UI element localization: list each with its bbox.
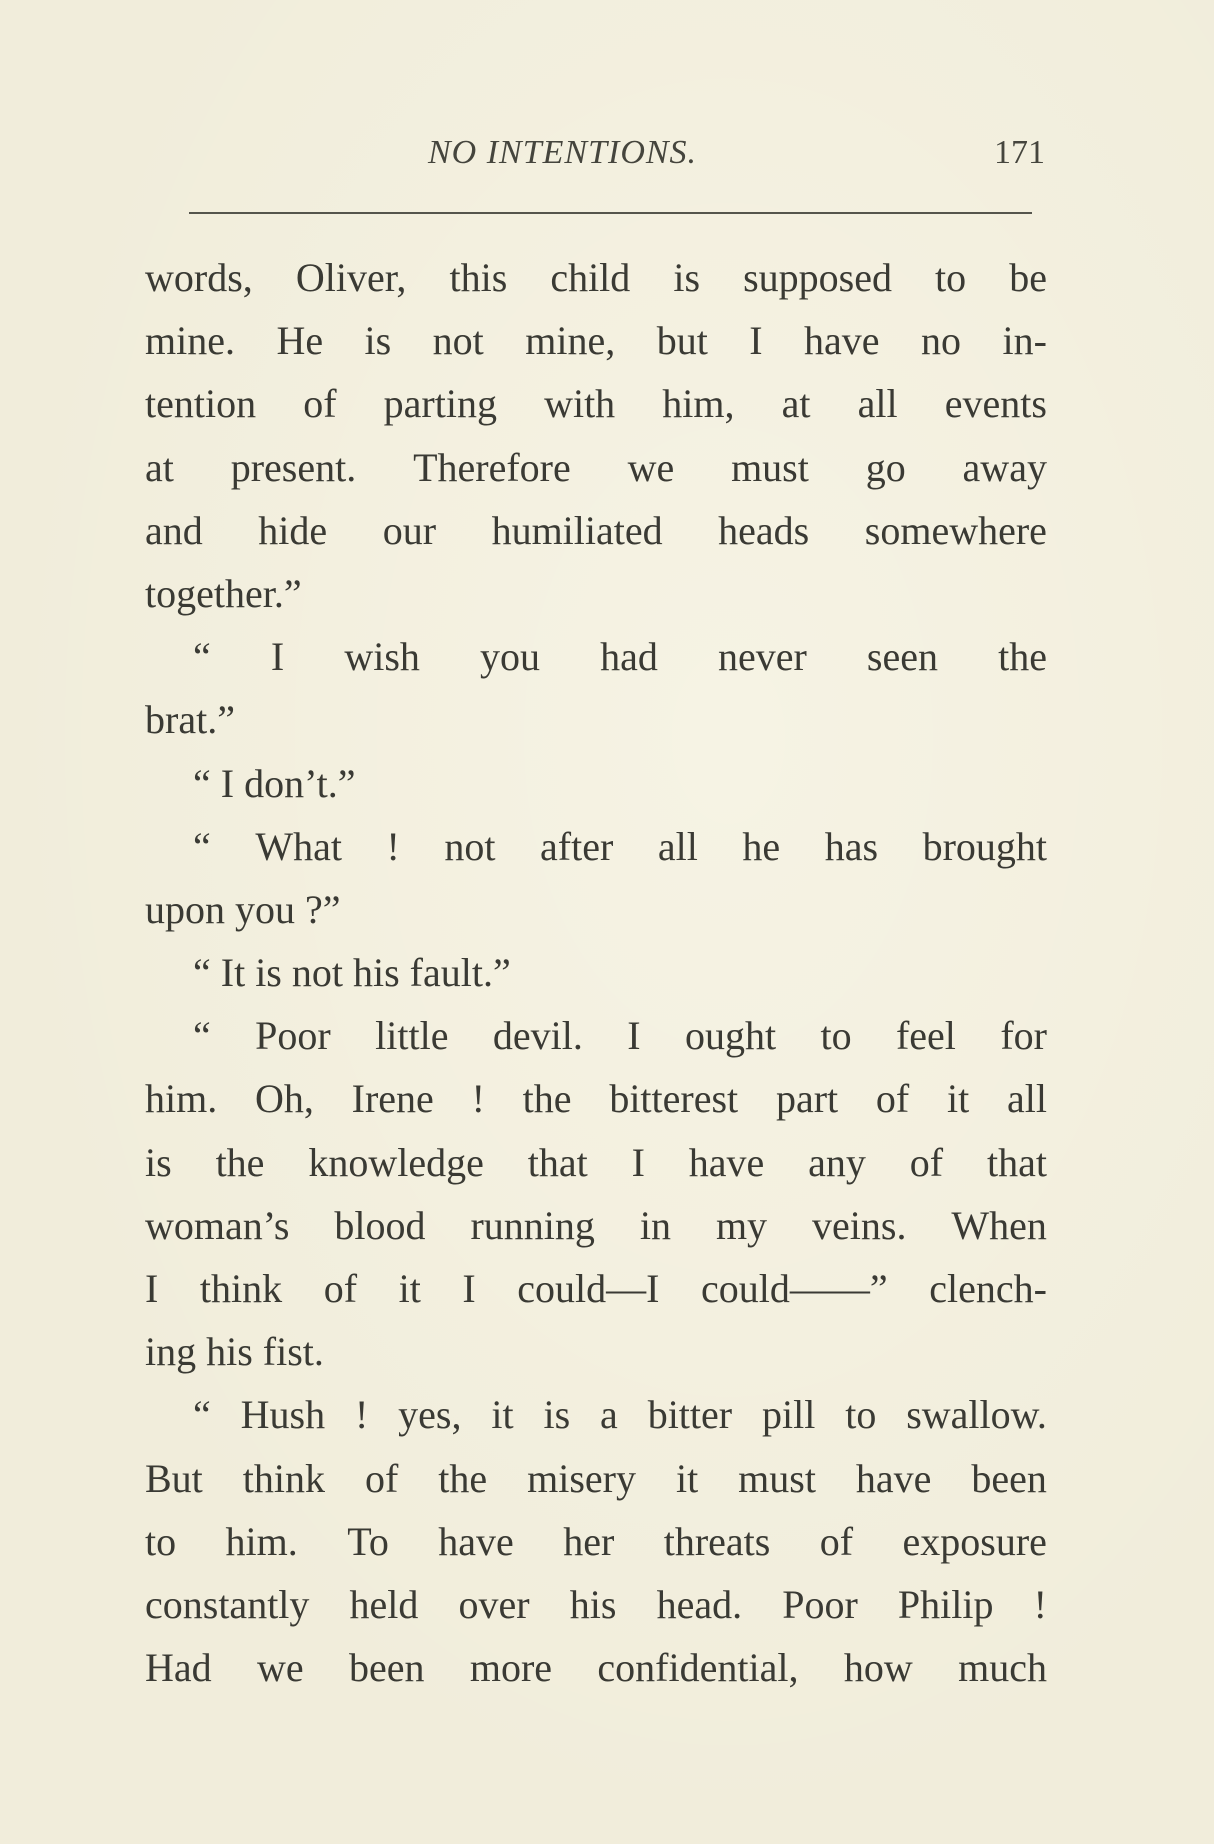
- text-line: mine. He is not mine, but I have no in-: [145, 318, 1047, 364]
- header-rule: [189, 212, 1032, 214]
- body-text: [145, 246, 1047, 1699]
- text-line: words, Oliver, this child is supposed to be: [145, 255, 1047, 300]
- text-line: brat.”: [145, 697, 235, 743]
- text-line: and hide our humiliated heads somewhere: [145, 507, 1047, 553]
- text-line: to him. To have her threats of exposure: [145, 1518, 1047, 1564]
- text-line: “ I wish you had never seen the: [193, 634, 1047, 680]
- text-line: Had we been more confidential, how much: [145, 1645, 1047, 1691]
- text-line: “ Hush ! yes, it is a bitter pill to swallow.: [193, 1392, 1047, 1438]
- text-line: ing his fist.: [145, 1329, 324, 1375]
- text-line: “ Poor little devil. I ought to feel for: [193, 1013, 1047, 1059]
- page-number: 171: [994, 134, 1045, 171]
- running-head: [0, 134, 1214, 178]
- text-line: at present. Therefore we must go away: [145, 444, 1047, 490]
- text-line: “ What ! not after all he has brought: [193, 823, 1047, 869]
- text-line: upon you ?”: [145, 886, 341, 932]
- text-line: woman’s blood running in my veins. When: [145, 1202, 1047, 1248]
- text-line: constantly held over his head. Poor Philip !: [145, 1581, 1047, 1627]
- text-line: tention of parting with him, at all events: [145, 381, 1047, 427]
- text-line: “ It is not his fault.”: [193, 950, 511, 996]
- text-line: is the knowledge that I have any of that: [145, 1139, 1047, 1185]
- text-line: But think of the misery it must have been: [145, 1455, 1047, 1501]
- running-title: NO INTENTIONS.: [428, 134, 698, 171]
- text-line: “ I don’t.”: [193, 760, 356, 806]
- text-line: him. Oh, Irene ! the bitterest part of it all: [145, 1076, 1047, 1122]
- text-line: together.”: [145, 570, 302, 616]
- text-line: I think of it I could—I could——” clench-: [145, 1266, 1047, 1311]
